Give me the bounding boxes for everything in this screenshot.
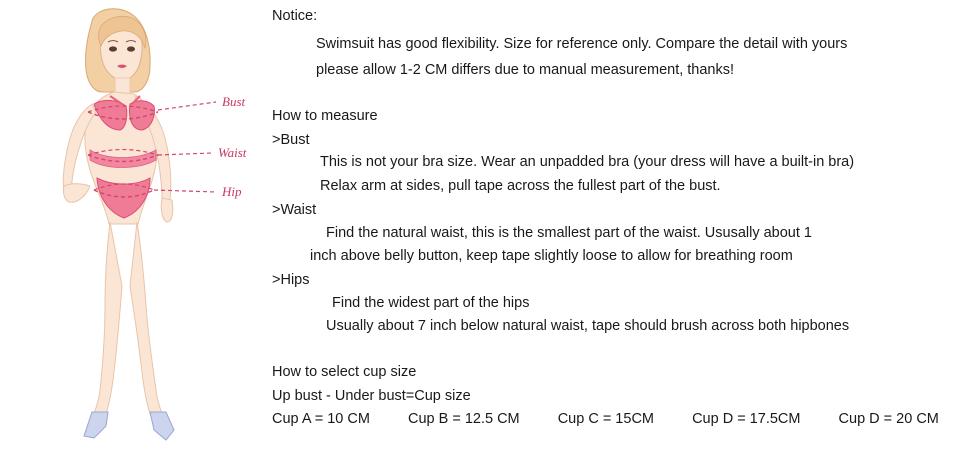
- bust-line-1: This is not your bra size. Wear an unpadded bra (your dress will have a built-in bra): [320, 154, 855, 170]
- how-to-measure-heading: How to measure: [272, 108, 378, 124]
- instructions-panel: [272, 0, 960, 450]
- bust-label: Bust: [222, 94, 246, 109]
- waist-line-2: inch above belly button, keep tape slightly loose to allow for breathing room: [310, 248, 793, 264]
- section-title-hips: >Hips: [272, 272, 310, 288]
- cup-value-c: Cup C = 15CM: [557, 411, 654, 427]
- waist-line-1: Find the natural waist, this is the smallest part of the waist. Ususally about 1: [326, 225, 812, 241]
- cup-value-e: Cup D = 20 CM: [838, 411, 939, 427]
- hips-line-1: Find the widest part of the hips: [332, 295, 530, 311]
- cup-value-a: Cup A = 10 CM: [272, 411, 370, 427]
- section-title-waist: >Waist: [272, 202, 317, 218]
- notice-line-1: Swimsuit has good flexibility. Size for reference only. Compare the detail with yours: [316, 36, 848, 52]
- cup-value-d: Cup D = 17.5CM: [692, 411, 801, 427]
- section-title-bust: >Bust: [272, 132, 310, 148]
- bust-line-2: Relax arm at sides, pull tape across the fullest part of the bust.: [320, 178, 721, 194]
- female-body-illustration: [10, 0, 268, 450]
- cup-value-b: Cup B = 12.5 CM: [408, 411, 520, 427]
- cup-size-values: [272, 411, 939, 428]
- hips-line-2: Usually about 7 inch below natural waist, tape should brush across both hipbones: [326, 318, 850, 334]
- figure-panel: [0, 0, 268, 450]
- cup-size-formula: Up bust - Under bust=Cup size: [272, 388, 471, 404]
- notice-heading: Notice:: [272, 8, 318, 24]
- notice-line-2: please allow 1-2 CM differs due to manual measurement, thanks!: [316, 62, 735, 78]
- waist-label: Waist: [218, 145, 247, 160]
- cup-size-heading: How to select cup size: [272, 364, 417, 380]
- hip-label: Hip: [222, 184, 242, 199]
